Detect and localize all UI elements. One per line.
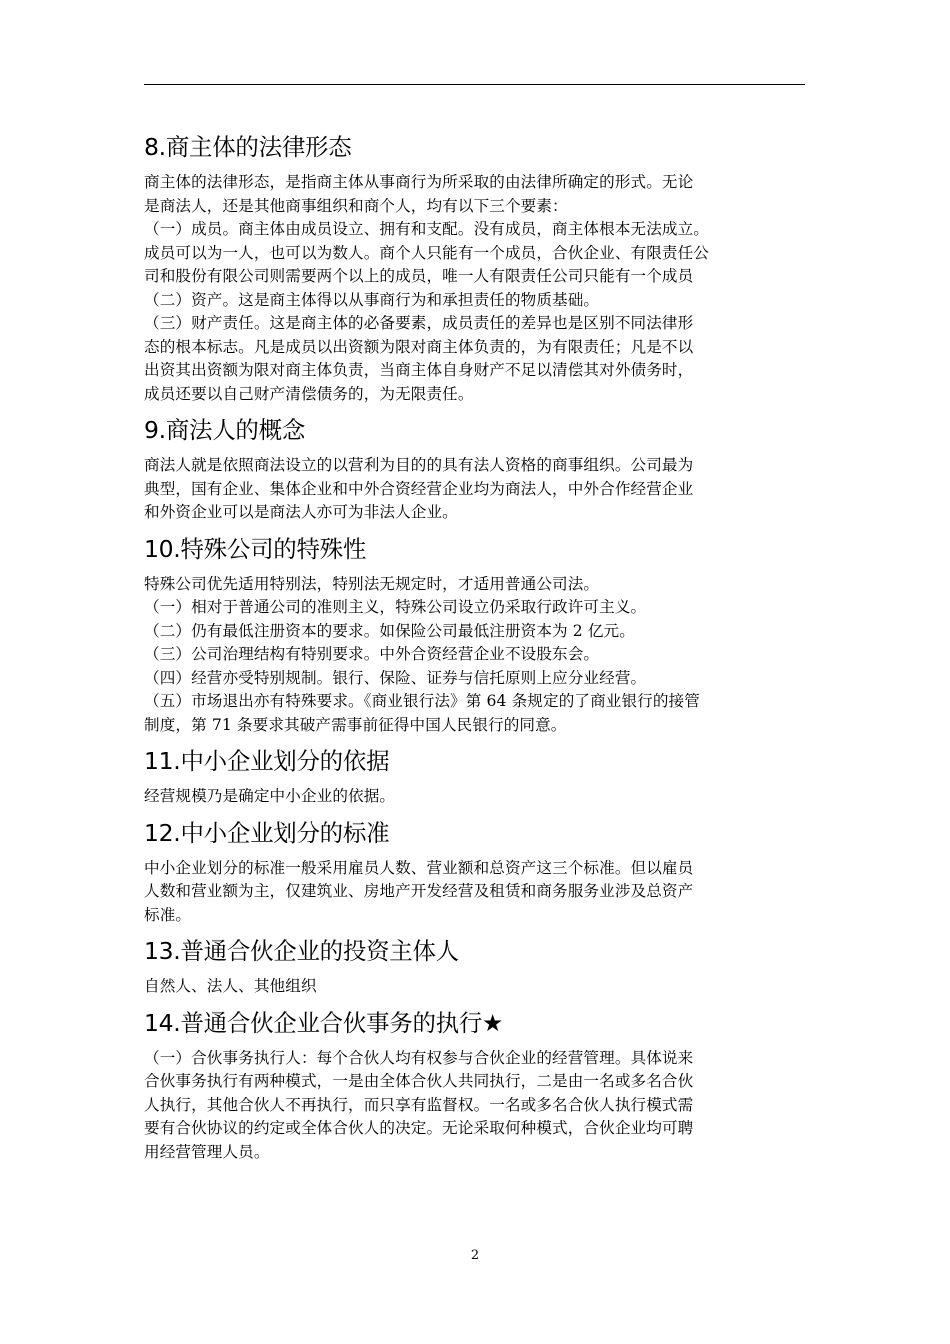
header-rule [144, 84, 805, 85]
paragraph-line: （一）相对于普通公司的准则主义，特殊公司设立仍采取行政许可主义。 [144, 598, 647, 616]
paragraph-line: 成员还要以自己财产清偿债务的，为无限责任。 [144, 384, 474, 403]
paragraph-line: 人数和营业额为主，仅建筑业、房地产开发经营及租赁和商务服务业涉及总资产 [144, 882, 694, 900]
paragraph-line: 中小企业划分的标准一般采用雇员人数、营业额和总资产这三个标准。但以雇员 [144, 858, 694, 877]
paragraph-line: （四）经营亦受特别规制。银行、保险、证券与信托原则上应分业经营。 [144, 668, 647, 687]
paragraph-line: （一）成员。商主体由成员设立、拥有和支配。没有成员，商主体根本无法成立。 [144, 220, 709, 238]
paragraph-line: 特殊公司优先适用特别法，特别法无规定时，才适用普通公司法。 [144, 574, 600, 593]
paragraph-line: 态的根本标志。凡是成员以出资额为限对商主体负责的，为有限责任；凡是不以 [144, 337, 694, 356]
section [144, 809, 807, 928]
paragraph-line: 自然人、法人、其他组织 [144, 977, 317, 995]
paragraph-line: 典型，国有企业、集体企业和中外合资经营企业均为商法人，中外合作经营企业 [144, 479, 694, 498]
section-heading: 9.商法人的概念 [144, 416, 306, 444]
document-body [144, 128, 807, 1164]
paragraph-line: （三）公司治理结构有特别要求。中外合资经营企业不设股东会。 [144, 645, 600, 663]
section-heading: 11.中小企业划分的依据 [144, 747, 390, 775]
paragraph-line: （三）财产责任。这是商主体的必备要素，成员责任的差异也是区别不同法律形 [144, 314, 694, 332]
paragraph-line: 司和股份有限公司则需要两个以上的成员，唯一人有限责任公司只能有一个成员 [144, 267, 694, 285]
paragraph-line: 和外资企业可以是商法人亦可为非法人企业。 [144, 503, 458, 521]
paragraph-line: 制度，第 71 条要求其破产需事前征得中国人民银行的同意。 [144, 715, 567, 734]
paragraph-line: （五）市场退出亦有特殊要求。《商业银行法》第 64 条规定的了商业银行的接管 [144, 692, 700, 710]
paragraph-line: 要有合伙协议的约定或全体合伙人的决定。无论采取何种模式，合伙企业均可聘 [144, 1119, 694, 1137]
section [144, 737, 807, 809]
paragraph-line: 出资其出资额为限对商主体负责，当商主体自身财产不足以清偿其对外债务时， [144, 361, 694, 379]
section-heading: 10.特殊公司的特殊性 [144, 534, 367, 563]
section [144, 406, 807, 525]
section [144, 128, 807, 406]
section [144, 927, 807, 999]
paragraph-line: 用经营管理人员。 [144, 1142, 270, 1161]
paragraph-line: （二）仍有最低注册资本的要求。如保险公司最低注册资本为 2 亿元。 [144, 621, 635, 640]
section [144, 999, 807, 1165]
paragraph-line: 商主体的法律形态，是指商主体从事商行为所采取的由法律所确定的形式。无论 [144, 173, 694, 191]
section [144, 525, 807, 738]
paragraph-line: （一）合伙事务执行人：每个合伙人均有权参与合伙企业的经营管理。具体说来 [144, 1048, 694, 1067]
paragraph-line: （二）资产。这是商主体得以从事商行为和承担责任的物质基础。 [144, 290, 600, 309]
paragraph-line: 人执行，其他合伙人不再执行，而只享有监督权。一名或多名合伙人执行模式需 [144, 1095, 694, 1114]
page-number: 2 [470, 1248, 480, 1263]
paragraph-line: 标准。 [144, 905, 192, 924]
section-heading: 12.中小企业划分的标准 [144, 818, 390, 847]
section-heading: 14.普通合伙企业合伙事务的执行★ [144, 1008, 503, 1037]
section-heading: 13.普通合伙企业的投资主体人 [144, 937, 459, 965]
paragraph-line: 合伙事务执行有两种模式，一是由全体合伙人共同执行，二是由一名或多名合伙 [144, 1072, 694, 1090]
paragraph-line: 商法人就是依照商法设立的以营利为目的的具有法人资格的商事组织。公司最为 [144, 456, 694, 474]
paragraph-line: 成员可以为一人，也可以为数人。商个人只能有一个成员，合伙企业、有限责任公 [144, 243, 709, 262]
section-heading: 8.商主体的法律形态 [144, 133, 352, 161]
paragraph-line: 经营规模乃是确定中小企业的依据。 [144, 787, 396, 805]
paragraph-line: 是商法人，还是其他商事组织和商个人，均有以下三个要素： [144, 196, 568, 215]
